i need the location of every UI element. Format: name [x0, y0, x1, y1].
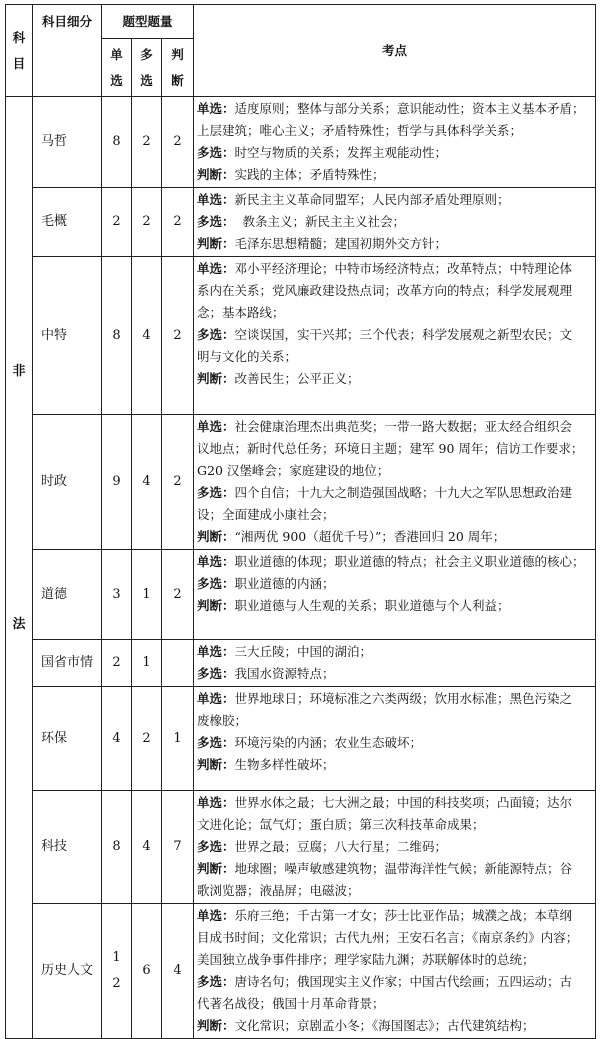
point-text: 废橡胶；: [197, 713, 248, 728]
header-subdivision: 科目细分: [33, 5, 102, 97]
point-line: [197, 688, 591, 710]
point-text: 空谈误国，实干兴邦；三个代表；科学发展观之新型农民；文: [234, 327, 573, 342]
header-single-text: 单选: [110, 46, 123, 88]
point-text: 三大丘陵；中国的湖泊；: [234, 644, 373, 659]
point-line: [197, 438, 591, 460]
point-line: [197, 504, 591, 526]
point-line: [197, 324, 591, 346]
multiple-count: 2: [132, 687, 162, 791]
point-text: “湘两优 900（超优千号）”；香港回归 20 周年；: [234, 529, 506, 544]
point-text: 职业道德的内涵；: [234, 576, 335, 591]
header-quantity: 题型题量: [102, 5, 194, 39]
exam-points: [194, 188, 596, 257]
question-type-label: 判断：: [197, 371, 235, 386]
point-line: [197, 663, 591, 685]
judge-count: [162, 640, 194, 687]
single-count: 3: [102, 550, 132, 640]
question-type-label: 多选：: [197, 214, 235, 229]
subject-name: 道德: [33, 550, 102, 640]
multiple-count: 6: [132, 904, 162, 1039]
exam-points: [194, 904, 596, 1039]
point-line: [197, 880, 591, 902]
question-type-label: 多选：: [197, 735, 235, 750]
point-text: 文进化论；氙气灯；蛋白质；第三次科技革命成果；: [197, 817, 485, 832]
single-count: 8: [102, 791, 132, 904]
exam-points: [194, 791, 596, 904]
header-judge: [162, 39, 194, 97]
point-line: [197, 905, 591, 927]
exam-points: [194, 97, 596, 188]
point-line: [197, 927, 591, 949]
single-count: 1 2: [102, 904, 132, 1039]
question-type-label: 多选：: [197, 666, 235, 681]
point-text: 教条主义；新民主主义社会；: [234, 214, 405, 229]
question-type-label: 多选：: [197, 485, 235, 500]
point-line: [197, 346, 591, 368]
exam-points: [194, 640, 596, 687]
question-type-label: 单选：: [197, 795, 235, 810]
header-multiple: [132, 39, 162, 97]
subject-name: 马哲: [33, 97, 102, 188]
point-text: 明与文化的关系；: [197, 349, 298, 364]
point-text: 职业道德与人生观的关系；职业道德与个人利益；: [234, 598, 510, 613]
question-type-label: 判断：: [197, 1018, 235, 1033]
point-line: [197, 836, 591, 858]
point-line: [197, 189, 591, 211]
point-line: [197, 233, 591, 255]
question-type-label: 单选：: [197, 644, 235, 659]
question-type-label: 多选：: [197, 145, 235, 160]
judge-count: 2: [162, 550, 194, 640]
point-line: [197, 792, 591, 814]
header-subject-text: 科目: [12, 29, 26, 71]
judge-count: 1: [162, 687, 194, 791]
question-type-label: 单选：: [197, 101, 235, 116]
point-line: [197, 949, 591, 971]
multiple-count: 1: [132, 640, 162, 687]
point-text: 设；全面建成小康社会；: [197, 507, 335, 522]
multiple-count: 4: [132, 791, 162, 904]
table-body: [6, 97, 596, 1039]
point-line: [197, 1015, 591, 1037]
table-row: [6, 640, 596, 687]
question-type-label: 判断：: [197, 861, 235, 876]
point-line: [197, 526, 591, 548]
single-count: 2: [102, 188, 132, 257]
point-line: [197, 280, 591, 302]
header-multiple-text: 多选: [140, 46, 153, 88]
point-text: 念；基本路线；: [197, 305, 285, 320]
exam-points: [194, 687, 596, 791]
point-text: 毛泽东思想精髓；建国初期外交方针；: [234, 236, 448, 251]
question-type-label: 多选：: [197, 974, 235, 989]
multiple-count: 4: [132, 415, 162, 550]
multiple-count: 2: [132, 97, 162, 188]
question-type-label: 单选：: [197, 192, 235, 207]
multiple-count: 1: [132, 550, 162, 640]
table-row: [6, 550, 596, 640]
point-line: [197, 211, 591, 233]
point-line: [197, 482, 591, 504]
point-text: 改善民生；公平正义；: [234, 371, 360, 386]
point-line: [197, 732, 591, 754]
question-type-label: 单选：: [197, 554, 235, 569]
single-count: 8: [102, 257, 132, 415]
table-row: [6, 97, 596, 188]
subject-name: 中特: [33, 257, 102, 415]
point-line: [197, 302, 591, 324]
point-line: [197, 551, 591, 573]
point-line: [197, 754, 591, 776]
point-line: [197, 595, 591, 617]
subject-name: 时政: [33, 415, 102, 550]
table-row: [6, 904, 596, 1039]
question-type-label: 单选：: [197, 908, 235, 923]
single-count: 4: [102, 687, 132, 791]
question-type-label: 判断：: [197, 167, 235, 182]
point-line: [197, 460, 591, 482]
exam-points-table: [5, 4, 596, 1039]
header-judge-text: 判断: [171, 46, 184, 88]
question-type-label: 多选：: [197, 839, 235, 854]
point-text: 乐府三绝；千古第一才女；莎士比亚作品；城濮之战；本草纲: [234, 908, 573, 923]
question-type-label: 多选：: [197, 327, 235, 342]
point-text: 实践的主体；矛盾特殊性；: [234, 167, 385, 182]
question-type-label: 判断：: [197, 529, 235, 544]
question-type-label: 单选：: [197, 691, 235, 706]
point-text: 议地点；新时代总任务；环境日主题；建军 90 周年；信访工作要求；: [197, 441, 584, 456]
point-text: 时空与物质的关系；发挥主观能动性；: [234, 145, 448, 160]
point-text: 环境污染的内涵；农业生态破坏；: [234, 735, 423, 750]
point-line: [197, 98, 591, 120]
point-text: 上层建筑；唯心主义；矛盾特殊性；哲学与具体科学关系；: [197, 123, 523, 138]
point-line: [197, 573, 591, 595]
judge-count: 2: [162, 415, 194, 550]
point-text: 歌浏览器；液晶屏；电磁波；: [197, 883, 360, 898]
subject-name: 国省市情: [33, 640, 102, 687]
point-text: 唐诗名句；俄国现实主义作家；中国古代绘画；五四运动；古: [234, 974, 573, 989]
point-text: 四个自信；十九大之制造强国战略；十九大之军队思想政治建: [234, 485, 573, 500]
point-text: 目成书时间；文化常识；古代九州；王安石名言；《南京条约》内容；: [197, 930, 579, 945]
point-text: 世界地球日；环境标准之六类两级；饮用水标准；黑色污染之: [234, 691, 573, 706]
multiple-count: 2: [132, 188, 162, 257]
point-line: [197, 641, 591, 663]
single-count: 8: [102, 97, 132, 188]
point-text: G20 汉堡峰会；家庭建设的地位；: [197, 463, 390, 478]
multiple-count: 4: [132, 257, 162, 415]
judge-count: 4: [162, 904, 194, 1039]
single-count: 2: [102, 640, 132, 687]
table-row: [6, 257, 596, 415]
category-cell: [6, 97, 33, 1039]
category-top: 非: [12, 363, 26, 379]
question-type-label: 多选：: [197, 576, 235, 591]
table-row: [6, 791, 596, 904]
subject-name: 环保: [33, 687, 102, 791]
point-line: [197, 142, 591, 164]
point-text: 职业道德的体现；职业道德的特点；社会主义职业道德的核心；: [234, 554, 585, 569]
point-line: [197, 120, 591, 142]
point-text: 适度原则；整体与部分关系；意识能动性；资本主义基本矛盾；: [234, 101, 585, 116]
table-row: [6, 415, 596, 550]
question-type-label: 判断：: [197, 757, 235, 772]
question-type-label: 判断：: [197, 598, 235, 613]
exam-points: [194, 550, 596, 640]
point-text: 我国水资源特点；: [234, 666, 335, 681]
judge-count: 2: [162, 188, 194, 257]
point-text: 地球圈；噪声敏感建筑物；温带海洋性气候；新能源特点；谷: [234, 861, 573, 876]
point-text: 代著名战役；俄国十月革命背景；: [197, 996, 385, 1011]
subject-name: 毛概: [33, 188, 102, 257]
subject-name: 历史人文: [33, 904, 102, 1039]
point-line: [197, 858, 591, 880]
point-line: [197, 993, 591, 1015]
point-text: 文化常识；京剧孟小冬；《海国图志》；古代建筑结构；: [234, 1018, 535, 1033]
exam-points: [194, 415, 596, 550]
header-single: [102, 39, 132, 97]
header-points: 考点: [194, 5, 596, 97]
point-text: 世界水体之最；七大洲之最；中国的科技奖项；凸面镜；达尔: [234, 795, 573, 810]
point-line: [197, 710, 591, 732]
table-row: [6, 188, 596, 257]
judge-count: 7: [162, 791, 194, 904]
question-type-label: 单选：: [197, 419, 235, 434]
category-bottom: 法: [12, 616, 26, 632]
point-line: [197, 814, 591, 836]
point-text: 系内在关系；党风廉政建设热点词；改革方向的特点；科学发展观理: [197, 283, 573, 298]
single-count: 9: [102, 415, 132, 550]
subject-name: 科技: [33, 791, 102, 904]
point-line: [197, 416, 591, 438]
question-type-label: 判断：: [197, 236, 235, 251]
table-row: [6, 687, 596, 791]
point-text: 邓小平经济理论；中特市场经济特点；改革特点；中特理论体: [234, 261, 573, 276]
point-text: 生物多样性破坏；: [234, 757, 335, 772]
point-line: [197, 164, 591, 186]
question-type-label: 单选：: [197, 261, 235, 276]
header-subject: [6, 5, 33, 97]
point-line: [197, 258, 591, 280]
point-text: 新民主主义革命同盟军；人民内部矛盾处理原则；: [234, 192, 510, 207]
point-text: 美国独立战争事件排序；理学家陆九渊；苏联解体时的总统；: [197, 952, 535, 967]
judge-count: 2: [162, 257, 194, 415]
point-line: [197, 368, 591, 390]
judge-count: 2: [162, 97, 194, 188]
point-text: 社会健康治理杰出典范奖；一带一路大数据；亚太经合组织会: [234, 419, 573, 434]
exam-points: [194, 257, 596, 415]
point-line: [197, 971, 591, 993]
point-text: 世界之最；豆腐；八大行星；二维码；: [234, 839, 448, 854]
